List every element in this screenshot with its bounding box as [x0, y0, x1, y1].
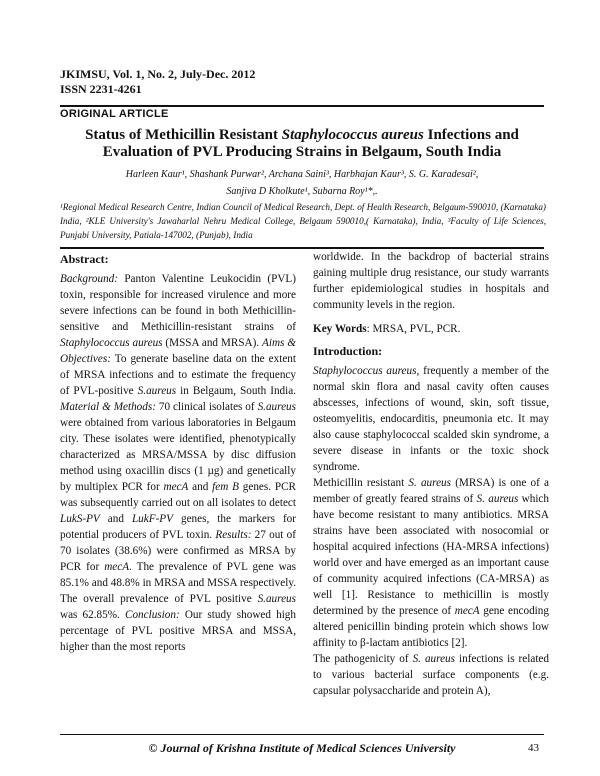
page-number: 43 — [528, 742, 539, 754]
organism-name: S. aureus — [412, 653, 455, 665]
title-part-1: Status of Methicillin Resistant — [85, 127, 282, 143]
abstract-span: was 62.85%. — [60, 609, 125, 621]
paragraph-span: The pathogenicity of — [313, 653, 413, 665]
gene-name: LukS-PV — [60, 513, 100, 525]
organism-name: S. aureus — [408, 477, 451, 489]
paragraph-span: which have become resistant to many antibiotics. MRSA strains have been associated with nosocomial or hospital acquired infections (HA-MRSA infections) world over and have emerged as an important cause of community acquired infections (CA-MRSA) as well [1]. Resistance to methicillin is mostly determined by the presence of — [313, 493, 549, 617]
organism-name: Staphylococcus aureus — [60, 337, 163, 349]
results-label: Results: — [215, 529, 252, 541]
organism-name: S.aureus — [257, 593, 296, 605]
journal-citation: JKIMSU, Vol. 1, No. 2, July-Dec. 2012 — [60, 67, 256, 81]
article-title — [60, 127, 544, 161]
background-label: Background: — [60, 273, 118, 285]
abstract-span: were obtained from various laboratories in Belgaum city. These isolates were identified, phenotypically characterized as MRSA/MSSA by disc diffusion method using oxacillin discs (1 µg) and genetically by multiplex PCR for — [60, 417, 296, 493]
paragraph-span: Methicillin resistant — [313, 477, 409, 489]
abstract-span: 27 out of 70 isolates (38.6%) were confirmed as MRSA by PCR for — [60, 529, 296, 573]
key-words — [313, 321, 549, 337]
abstract-span: in Belgaum, South India. — [176, 385, 296, 397]
author-list — [60, 166, 544, 200]
gene-name: LukF-PV — [131, 513, 173, 525]
title-part-2: Infections and Evaluation of PVL Producing Strains in Belgaum, South India — [102, 127, 519, 160]
abstract-span: genes, the markers for potential producers of PVL toxin. — [60, 513, 297, 541]
abstract-span: To generate baseline data on the extent of MRSA infections and to estimate the frequency of PVL-positive — [60, 353, 296, 397]
footer-journal: © Journal of Krishna Institute of Medical Sciences University — [148, 741, 456, 755]
intro-paragraph-3 — [313, 651, 549, 699]
article-type: ORIGINAL ARTICLE — [60, 105, 544, 120]
affiliations: ¹Regional Medical Research Centre, Indian Council of Medical Research, Dept. of Health Research, Belgaum-590010, (Karnataka) India, ²KLE University's Jawaharlal Nehru Medical College, Belgaum 590010,( Karnataka), India, ³Faculty of Life Sciences, Punjabi University, Patiala-147002, (Punjab), India — [60, 202, 546, 240]
gene-name: mecA — [163, 481, 189, 493]
abstract-span: and — [188, 481, 213, 493]
left-column — [60, 249, 296, 655]
gene-name: mecA — [104, 561, 130, 573]
paragraph-span: frequently a member of the normal skin flora and nasal cavity often causes abscesses, infections of wound, skin, soft tissue, osteomyelitis, endocarditis, pneumonia etc. It may also cause staphylococcal scalded skin syndrome, a severe disease in infants or the toxic shock syndrome. — [313, 365, 549, 473]
organism-name: S.aureus — [257, 401, 296, 413]
intro-paragraph-1 — [313, 363, 549, 475]
conclusion-label: Conclusion: — [124, 609, 180, 621]
authors-line-2: Sanjiva D Kholkute¹, Subarna Roy¹*,. — [226, 186, 378, 197]
paragraph-span: infections is related to various bacterial surface components (e.g. capsular polysaccharide and protein A), — [313, 653, 549, 697]
right-column — [313, 249, 549, 699]
title-organism: Staphylococcus aureus — [281, 127, 424, 143]
paragraph-span: gene encoding altered penicillin binding protein which shows low affinity to β-lactam antibiotics [2]. — [313, 605, 549, 649]
abstract-span: 70 clinical isolates of — [155, 401, 258, 413]
issn: ISSN 2231-4261 — [60, 82, 142, 96]
organism-name: S.aureus — [137, 385, 177, 397]
abstract-continuation: worldwide. In the backdrop of bacterial strains gaining multiple drug resistance, our study warrants further epidemiological studies in hospitals and community levels in the region. — [313, 251, 549, 311]
gene-name: fem B — [212, 481, 239, 493]
key-words-text: : MRSA, PVL, PCR. — [366, 323, 461, 335]
abstract-heading: Abstract: — [60, 252, 109, 266]
introduction-heading: Introduction: — [313, 344, 383, 358]
abstract-span: (MSSA and MRSA). — [162, 337, 263, 349]
abstract-span: and — [99, 513, 132, 525]
intro-paragraph-2 — [313, 475, 549, 651]
key-words-label: Key Words — [313, 323, 367, 335]
aims-label: Aims & Objectives: — [60, 337, 296, 365]
gene-name: mecA — [454, 605, 480, 617]
footer-divider — [60, 734, 544, 735]
abstract-span: Our study showed high percentage of PVL positive MRSA and MSSA, higher than the most reports — [60, 609, 296, 653]
paragraph-span: (MRSA) is one of a member of greatly feared strains of — [313, 477, 549, 505]
methods-label: Material & Methods: — [60, 401, 156, 413]
abstract-span: Panton Valentine Leukocidin (PVL) toxin, responsible for increased virulence and more severe infections can be found in both Methicillin-sensitive and Methicillin-resistant strains of — [60, 273, 296, 333]
abstract-span: . The prevalence of PVL gene was 85.1% and 48.8% in MRSA and MSSA respectively. The overall prevalence of PVL positive — [60, 561, 296, 605]
organism-name: Staphylococcus aureus, — [313, 365, 420, 377]
authors-line-1: Harleen Kaur¹, Shashank Purwar², Archana Saini³, Harbhajan Kaur³, S. G. Karadesai², — [125, 169, 479, 180]
abstract-text — [60, 271, 296, 655]
abstract-span: genes. PCR was subsequently carried out on all isolates to detect — [60, 481, 297, 509]
organism-name: S. aureus — [476, 493, 519, 505]
